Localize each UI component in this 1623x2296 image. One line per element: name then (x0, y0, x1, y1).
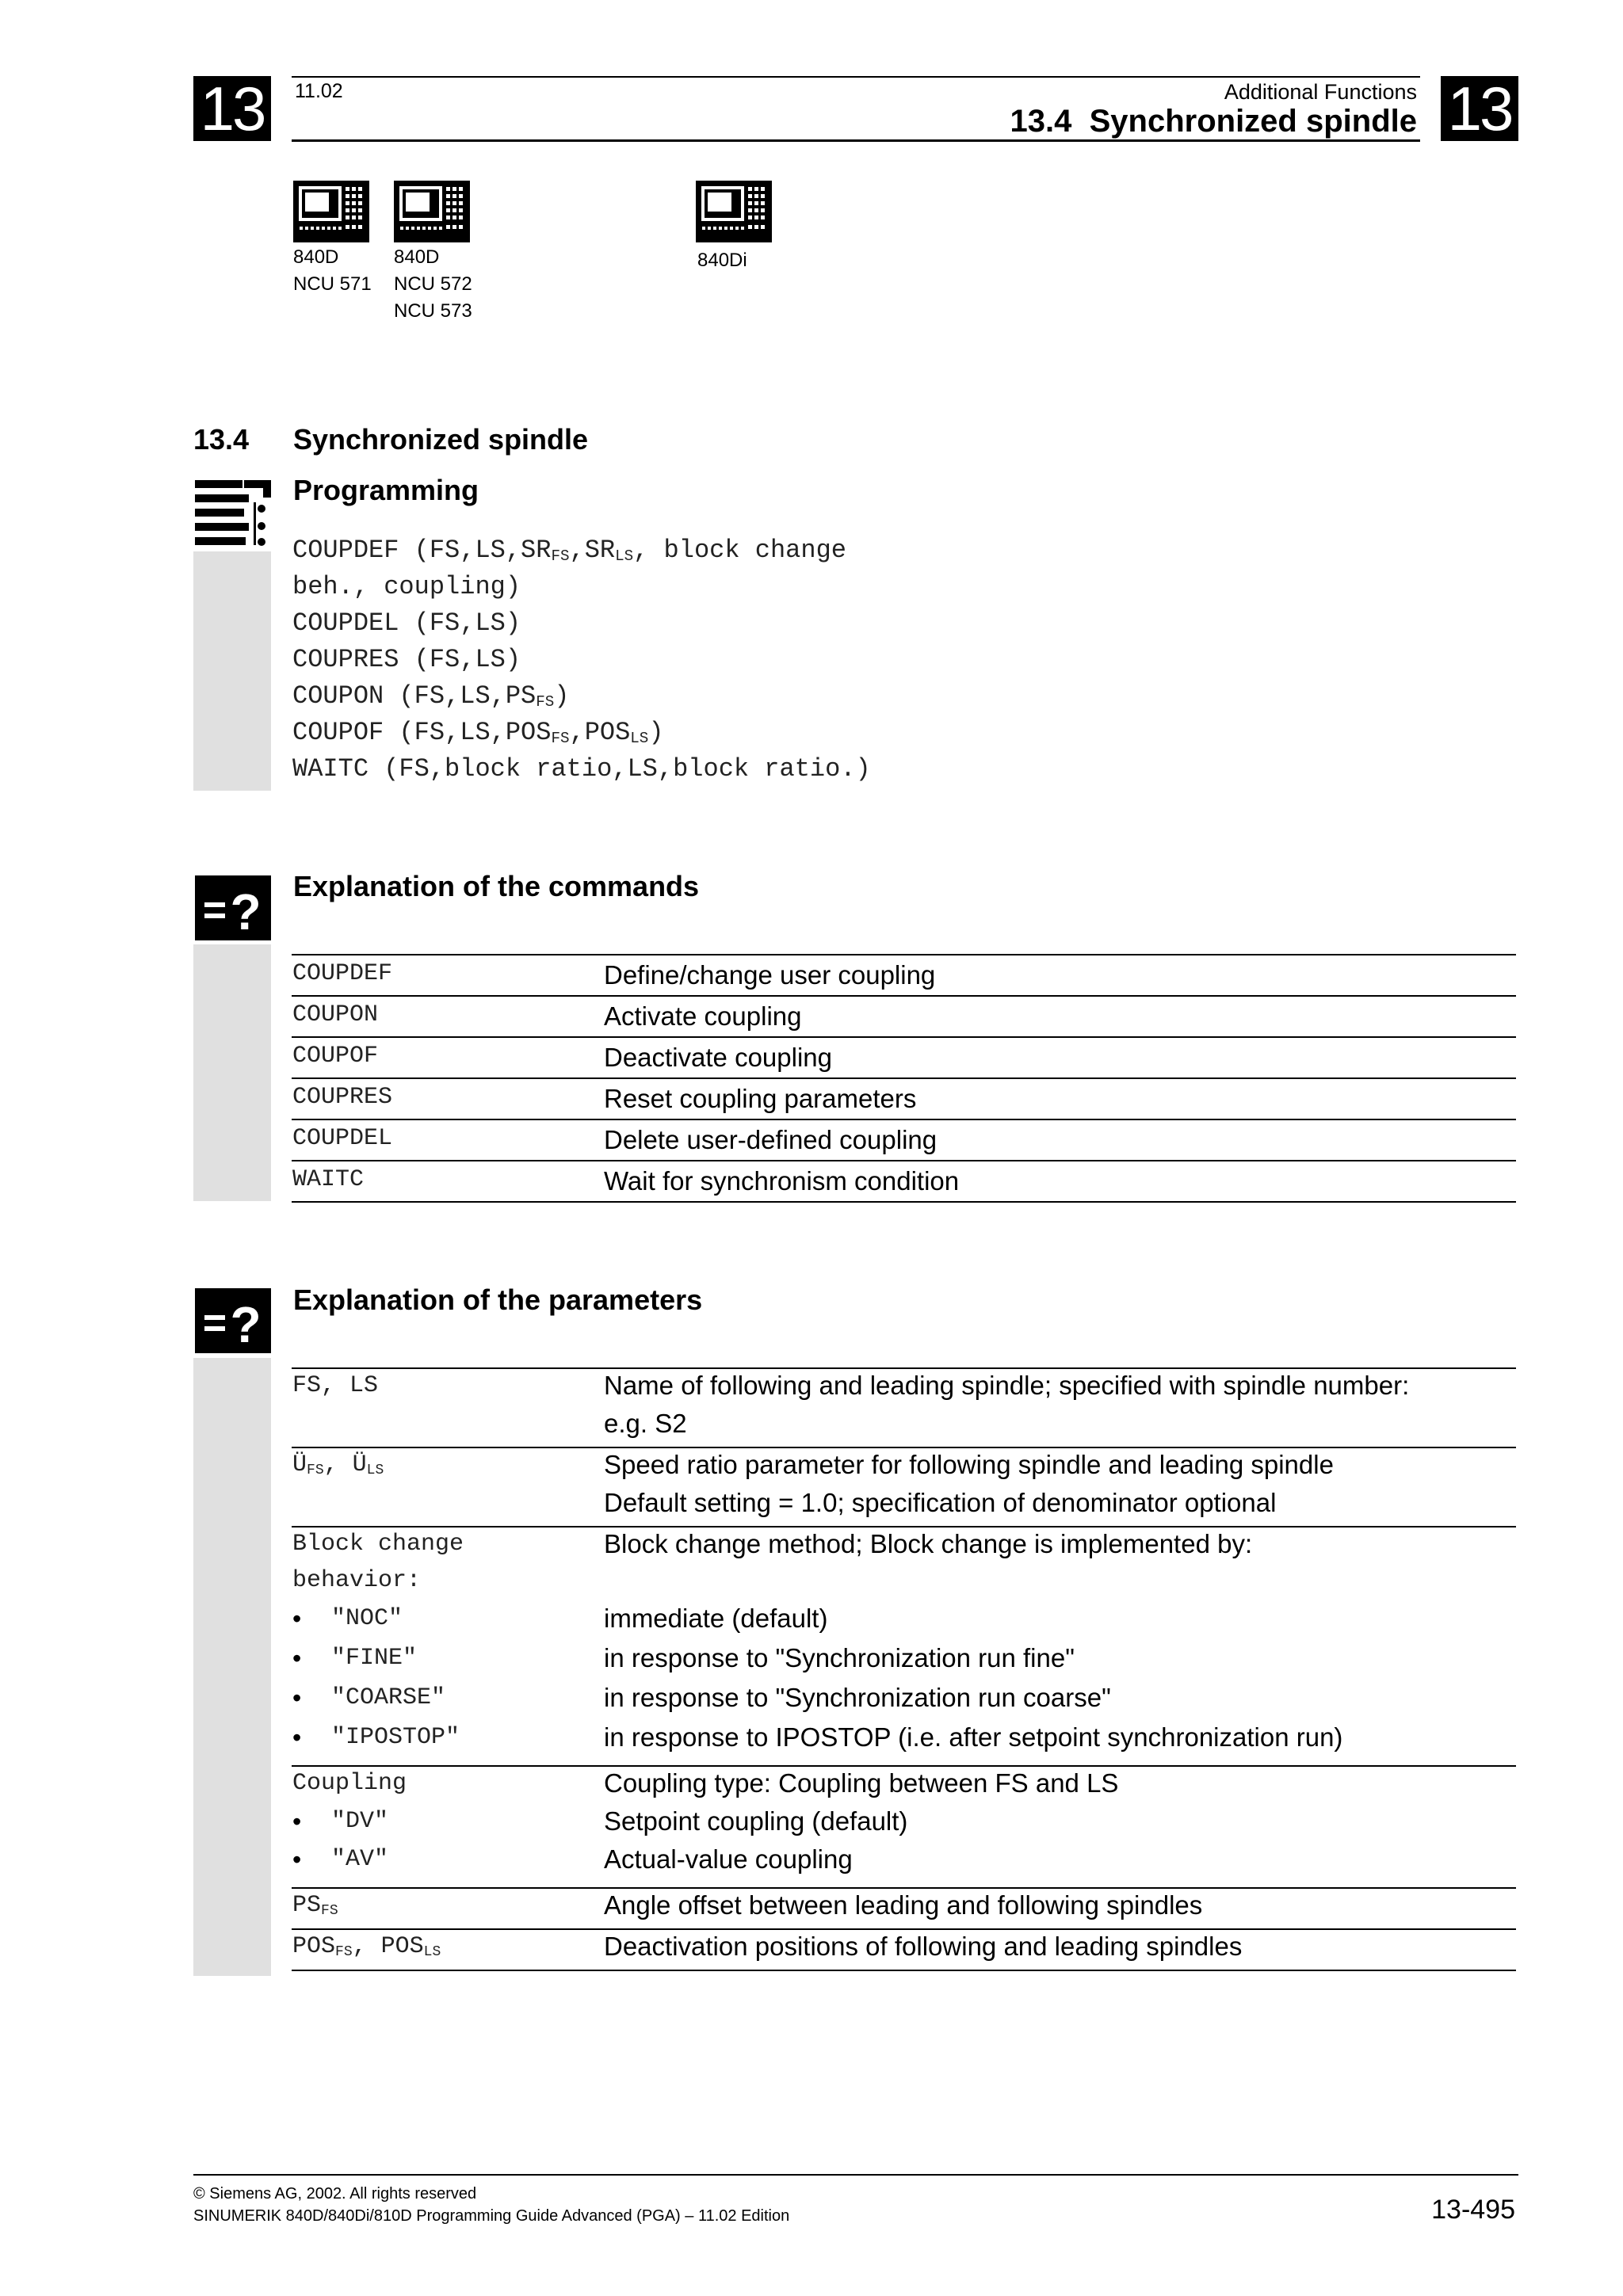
command-desc: Wait for synchronism condition (604, 1166, 960, 1196)
command-desc: Reset coupling parameters (604, 1084, 917, 1113)
param-desc: Name of following and leading spindle; specified with spindle number: (604, 1371, 1410, 1400)
param-desc: Default setting = 1.0; specification of denominator optional (604, 1488, 1277, 1517)
explanation-icon (195, 875, 271, 940)
command-desc: Define/change user coupling (604, 960, 936, 990)
section-number: 13.4 (193, 423, 250, 456)
command-name: COUPOF (292, 1043, 379, 1070)
chapter-number: 13 (1447, 74, 1512, 143)
table-rule (292, 1036, 1516, 1038)
param-desc: Coupling type: Coupling between FS and LS (604, 1768, 1119, 1798)
programming-heading: Programming (293, 474, 479, 506)
bullet: • (292, 1644, 302, 1672)
chapter-tab-right (1441, 76, 1518, 141)
control-monitor-icon (394, 181, 470, 242)
param-option-desc: immediate (default) (604, 1604, 828, 1633)
code-line: COUPDEL (FS,LS) (292, 608, 521, 638)
code-line: COUPOF $(FS,LS,POS_{FS},POS_{LS})$ (292, 718, 664, 747)
param-key: Block change (292, 1531, 464, 1558)
chapter-number: 13 (200, 74, 265, 143)
commands-side-bar (193, 944, 271, 1201)
bullet: • (292, 1604, 302, 1633)
header-top-rule (292, 76, 1420, 78)
svg-text:?: ? (230, 883, 262, 940)
param-option-key: "IPOSTOP" (331, 1724, 460, 1751)
header-section-label: Additional Functions (1224, 80, 1417, 104)
param-desc: Speed ratio parameter for following spindle and leading spindle (604, 1450, 1334, 1479)
page-number: 13-495 (1431, 2195, 1515, 2225)
param-desc: Angle offset between leading and following spindles (604, 1890, 1203, 1920)
command-desc: Deactivate coupling (604, 1043, 833, 1072)
programming-icon (195, 480, 271, 548)
param-desc: e.g. S2 (604, 1409, 687, 1438)
param-option-key: "AV" (331, 1846, 389, 1873)
table-rule (292, 1201, 1516, 1203)
param-key: $PS_{FS}$ (292, 1892, 338, 1919)
param-key: $POS_{FS}$, $POS_{LS}$ (292, 1933, 441, 1960)
programming-side-bar (193, 551, 271, 791)
command-name: COUPDEF (292, 960, 393, 987)
param-option-desc: in response to "Synchronization run fine" (604, 1643, 1075, 1672)
explanation-icon (195, 1288, 271, 1353)
command-desc: Activate coupling (604, 1001, 802, 1031)
footer-guide: SINUMERIK 840D/840Di/810D Programming Guide Advanced (PGA) – 11.02 Edition (193, 2207, 790, 2225)
control-monitor-icon (293, 181, 369, 242)
param-key: behavior: (292, 1567, 422, 1594)
commands-heading: Explanation of the commands (293, 870, 700, 902)
control-monitor-icon (696, 181, 772, 242)
header-bottom-rule (292, 139, 1420, 142)
code-line: WAITC (FS,block ratio,LS,block ratio.) (292, 754, 871, 784)
command-desc: Delete user-defined coupling (604, 1125, 938, 1154)
footer-rule (193, 2174, 1518, 2176)
param-desc: Deactivation positions of following and leading spindles (604, 1932, 1243, 1961)
command-name: COUPON (292, 1001, 379, 1028)
param-option-desc: in response to "Synchronization run coarse" (604, 1683, 1111, 1712)
control-label: 840D NCU 572 NCU 573 (394, 246, 472, 322)
code-line: COUPRES (FS,LS) (292, 645, 521, 674)
param-option-key: "DV" (331, 1808, 389, 1835)
param-option-key: "COARSE" (331, 1684, 446, 1711)
bullet: • (292, 1807, 302, 1836)
svg-text:?: ? (230, 1296, 262, 1353)
command-name: COUPDEL (292, 1125, 393, 1152)
table-rule (292, 1970, 1516, 1971)
param-option-desc: Setpoint coupling (default) (604, 1806, 908, 1836)
footer-copyright: © Siemens AG, 2002. All rights reserved (193, 2185, 477, 2203)
param-key: FS, LS (292, 1372, 379, 1399)
code-line: COUPON $(FS,LS,PS_{FS})$ (292, 681, 570, 711)
control-label: 840D NCU 571 (293, 246, 372, 295)
parameters-heading: Explanation of the parameters (293, 1283, 703, 1316)
command-name: COUPRES (292, 1084, 393, 1111)
bullet: • (292, 1845, 302, 1874)
param-desc: Block change method; Block change is implemented by: (604, 1529, 1253, 1558)
control-label: 840Di (697, 250, 747, 271)
code-line: COUPDEF ($FS,LS,SR_{FS},SR_{LS}$, block change (292, 536, 846, 565)
section-title: Synchronized spindle (293, 423, 589, 456)
parameters-side-bar (193, 1358, 271, 1976)
header-section-title: 13.4 Synchronized spindle (1010, 104, 1417, 139)
bullet: • (292, 1684, 302, 1712)
param-key: $Ü_{FS}$, $Ü_{LS}$ (292, 1451, 384, 1478)
param-option-desc: Actual-value coupling (604, 1844, 853, 1874)
code-line: beh., coupling) (292, 572, 521, 601)
param-option-desc: in response to IPOSTOP (i.e. after setpoint synchronization run) (604, 1722, 1343, 1752)
chapter-tab-left (193, 76, 271, 141)
bullet: • (292, 1723, 302, 1752)
command-name: WAITC (292, 1166, 365, 1193)
param-option-key: "FINE" (331, 1645, 418, 1672)
param-option-key: "NOC" (331, 1605, 403, 1632)
table-rule (292, 995, 1516, 997)
header-date: 11.02 (295, 80, 343, 102)
param-key: Coupling (292, 1770, 407, 1797)
